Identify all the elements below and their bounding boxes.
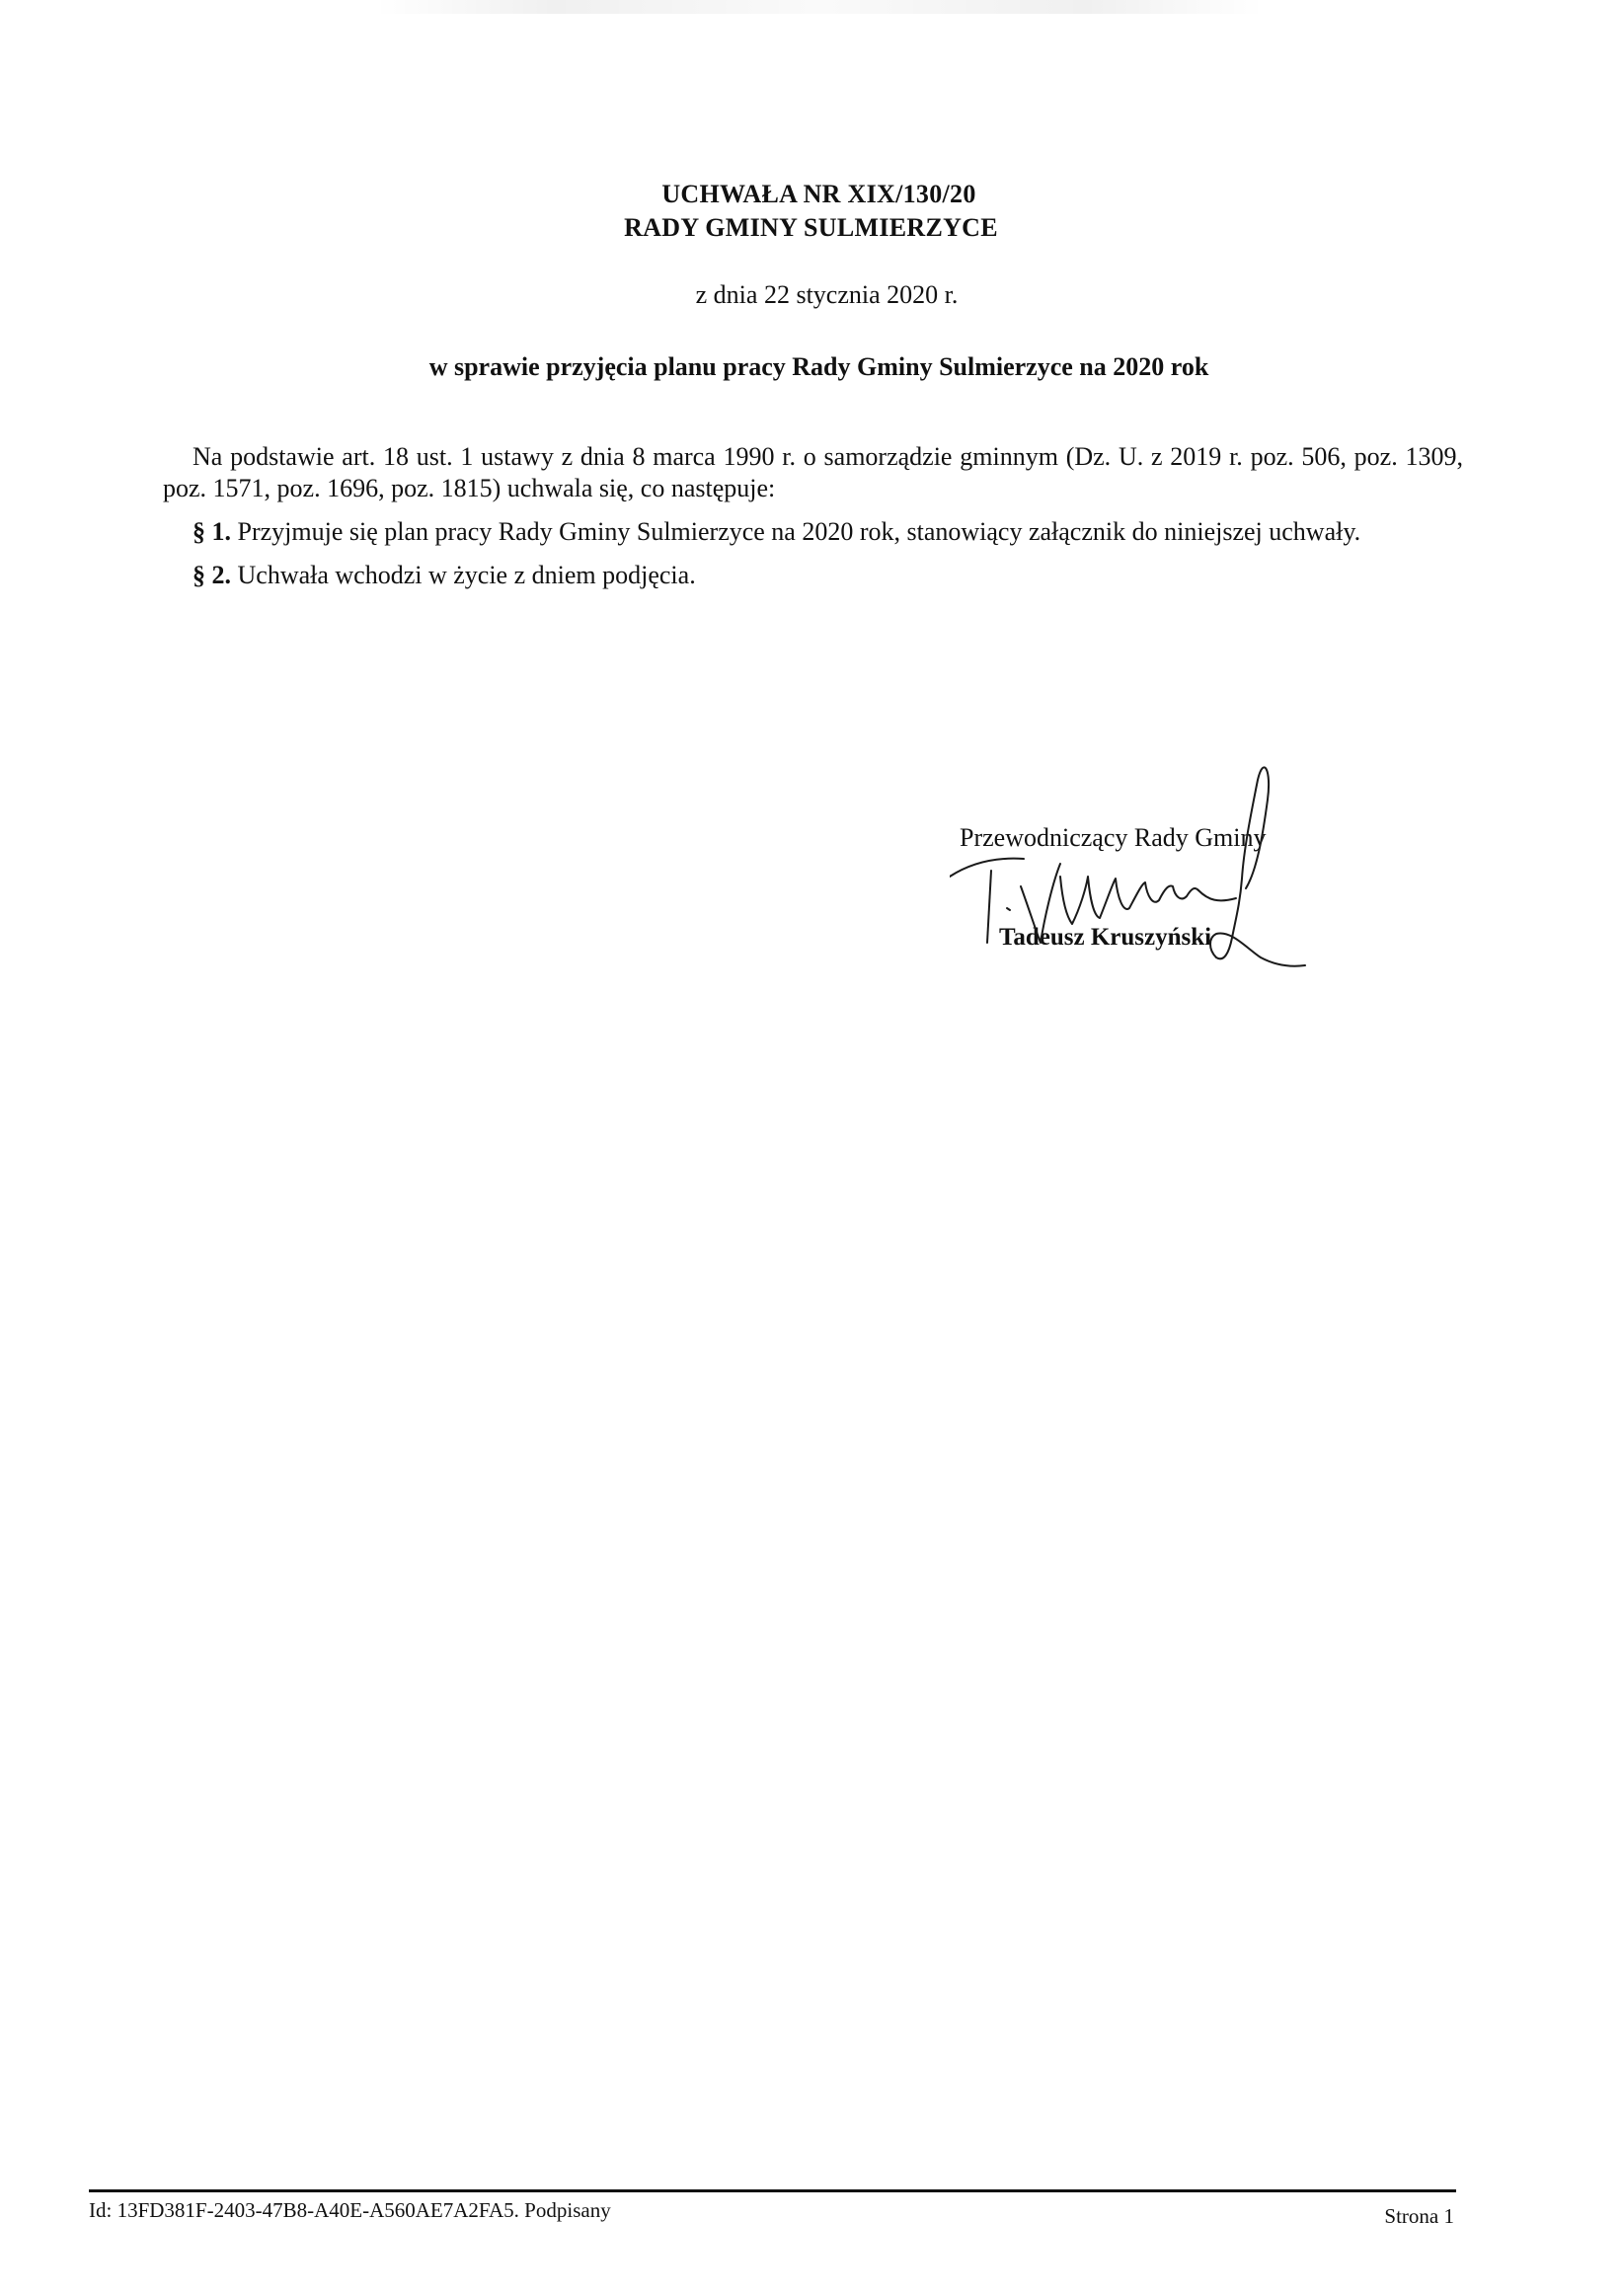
paragraph-1-text: Przyjmuje się plan pracy Rady Gminy Sulmierzyce na 2020 rok, stanowiący załącznik do niniejszej uchwały. — [231, 517, 1361, 546]
scan-artifact — [375, 0, 1264, 14]
paragraph-1 — [163, 516, 1463, 548]
document-id: Id: 13FD381F-2403-47B8-A40E-A560AE7A2FA5. Podpisany — [89, 2198, 611, 2222]
page-number: Strona 1 — [1384, 2204, 1454, 2228]
preamble: Na podstawie art. 18 ust. 1 ustawy z dnia 8 marca 1990 r. o samorządzie gminnym (Dz. U. z 2019 r. poz. 506, poz. 1309, poz. 1571, poz. 1696, poz. 1815) uchwala się, co następuje: — [163, 442, 1463, 502]
title-line-2: RADY GMINY SULMIERZYCE — [624, 213, 998, 242]
paragraph-1-number: § 1. — [193, 517, 231, 546]
signatory-role: Przewodniczący Rady Gminy — [960, 823, 1267, 852]
handwritten-signature — [950, 760, 1424, 1017]
resolution-subject: w sprawie przyjęcia planu pracy Rady Gminy Sulmierzyce na 2020 rok — [428, 352, 1209, 381]
footer-divider — [89, 2189, 1456, 2192]
resolution-date: z dnia 22 stycznia 2020 r. — [695, 280, 959, 309]
resolution-body — [163, 441, 1463, 591]
signature-block — [950, 814, 1424, 992]
paragraph-2 — [163, 560, 1463, 591]
paragraph-2-text: Uchwała wchodzi w życie z dniem podjęcia. — [231, 561, 696, 589]
title-line-1: UCHWAŁA NR XIX/130/20 — [661, 180, 976, 208]
resolution-title — [0, 178, 1622, 245]
signatory-name: Tadeusz Kruszyński — [999, 924, 1212, 951]
paragraph-2-number: § 2. — [193, 561, 231, 589]
